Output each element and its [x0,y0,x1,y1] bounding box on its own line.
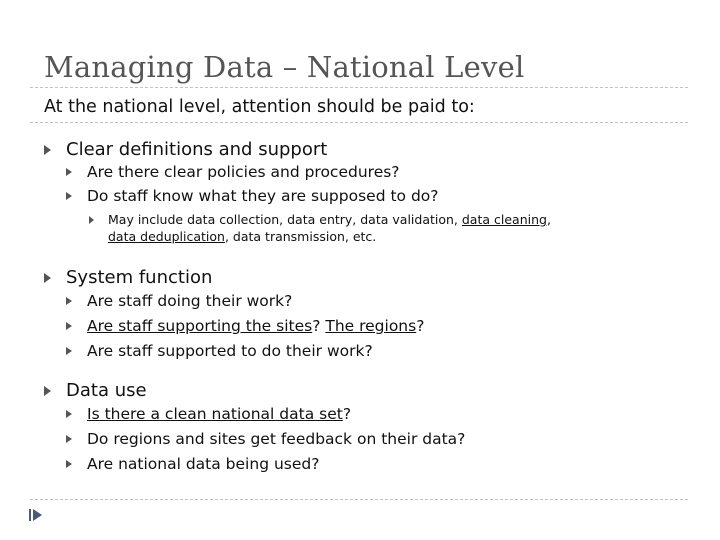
bullet-triangle-icon [66,347,72,355]
bullet-triangle-icon [66,435,72,443]
subtitle-divider [30,122,688,123]
item-text: ? [416,317,425,335]
title-divider [30,87,688,88]
bullet-triangle-icon [66,410,72,418]
list-item: Are staff doing their work? [87,292,293,310]
sub-item-text: May include data collection, data entry, data validation, [108,212,462,227]
item-text: ? [312,317,326,335]
slide-title: Managing Data – National Level [44,50,525,84]
bullet-triangle-icon [66,322,72,330]
item-text: ? [342,405,352,423]
list-item [87,405,351,423]
footer-divider [30,499,688,500]
data-cleaning-link[interactable]: data cleaning [461,212,547,227]
list-item: Are there clear policies and procedures? [87,163,400,181]
section-heading-definitions: Clear definitions and support [66,139,328,160]
nav-arrow-icon [33,509,42,521]
nav-marker-bar [29,509,31,521]
sub-list-item [108,211,551,245]
list-item [87,317,424,335]
slide-subtitle: At the national level, attention should be paid to: [44,97,475,117]
sub-item-text: , data transmission, etc. [224,229,377,244]
bullet-triangle-icon [44,386,51,396]
bullet-triangle-icon [44,273,51,283]
list-item: Do regions and sites get feedback on their data? [87,430,466,448]
bullet-triangle-icon [89,216,94,224]
staff-supporting-sites-link[interactable]: Are staff supporting the sites [87,317,313,335]
bullet-triangle-icon [66,460,72,468]
bullet-triangle-icon [66,297,72,305]
list-item: Are national data being used? [87,455,320,473]
section-heading-data-use: Data use [66,380,147,401]
list-item: Are staff supported to do their work? [87,342,373,360]
sub-item-text: , [546,212,551,227]
bullet-triangle-icon [66,192,72,200]
bullet-triangle-icon [66,168,72,176]
list-item: Do staff know what they are supposed to do? [87,187,439,205]
regions-link[interactable]: The regions [325,317,417,335]
bullet-triangle-icon [44,145,51,155]
section-heading-system-function: System function [66,267,213,288]
data-deduplication-link[interactable]: data deduplication [108,229,225,244]
clean-national-data-set-link[interactable]: Is there a clean national data set [87,405,343,423]
